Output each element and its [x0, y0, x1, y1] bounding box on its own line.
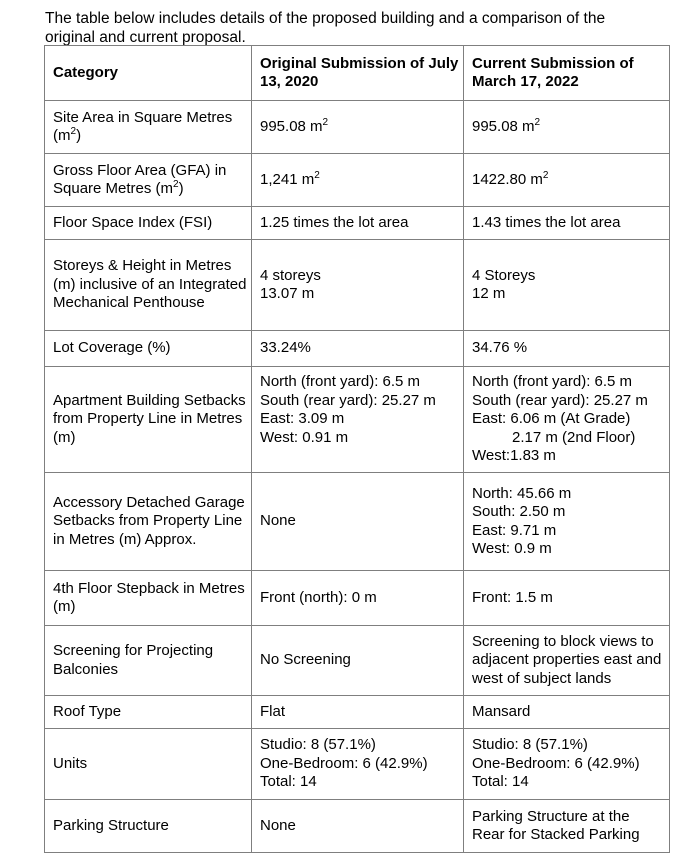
cell-category: Site Area in Square Metres $(m^2)$	[45, 101, 252, 154]
row-storeys-height	[45, 240, 670, 331]
intro-paragraph: The table below includes details of the proposed building and a comparison of the original and current proposal.	[45, 10, 606, 46]
comparison-table	[44, 45, 670, 853]
cell-current: Studio: 8 (57.1%) One-Bedroom: 6 (42.9%) Total: 14	[464, 729, 670, 800]
cell-original: None	[252, 800, 464, 853]
row-parking-structure	[45, 800, 670, 853]
row-gross-floor-area	[45, 154, 670, 207]
cell-current: 1422.80 $m^2$	[464, 154, 670, 207]
cell-category: Roof Type	[45, 696, 252, 729]
cell-category: Floor Space Index (FSI)	[45, 207, 252, 240]
cell-category: Storeys & Height in Metres (m) inclusive of an Integrated Mechanical Penthouse	[45, 240, 252, 331]
cell-current: 995.08 $m^2$	[464, 101, 670, 154]
cell-current: Screening to block views to adjacent properties east and west of subject lands	[464, 626, 670, 696]
cell-category: Units	[45, 729, 252, 800]
cell-current: North (front yard): 6.5 m South (rear yard): 25.27 m East: 6.06 m (At Grade) 2.17 m (2nd Floor) West:1.83 m	[464, 367, 670, 473]
cell-original: 1,241 $m^2$	[252, 154, 464, 207]
row-apartment-setbacks	[45, 367, 670, 473]
cell-original: 33.24%	[252, 331, 464, 367]
row-floor-space-index	[45, 207, 670, 240]
cell-current: North: 45.66 m South: 2.50 m East: 9.71 m West: 0.9 m	[464, 473, 670, 571]
row-fourth-floor-stepback	[45, 571, 670, 626]
cell-category: Gross Floor Area (GFA) in Square Metres $(m^2)$	[45, 154, 252, 207]
header-current-submission: Current Submission of March 17, 2022	[464, 46, 670, 101]
row-balcony-screening	[45, 626, 670, 696]
cell-original: Front (north): 0 m	[252, 571, 464, 626]
cell-original: 1.25 times the lot area	[252, 207, 464, 240]
cell-current: Front: 1.5 m	[464, 571, 670, 626]
cell-current: Mansard	[464, 696, 670, 729]
row-site-area	[45, 101, 670, 154]
cell-original: North (front yard): 6.5 m South (rear yard): 25.27 m East: 3.09 m West: 0.91 m	[252, 367, 464, 473]
cell-category: Lot Coverage (%)	[45, 331, 252, 367]
cell-category: Parking Structure	[45, 800, 252, 853]
cell-category: Screening for Projecting Balconies	[45, 626, 252, 696]
row-units	[45, 729, 670, 800]
cell-current: Parking Structure at the Rear for Stacked Parking	[464, 800, 670, 853]
header-category: Category	[45, 46, 252, 101]
cell-category: Apartment Building Setbacks from Property Line in Metres (m)	[45, 367, 252, 473]
table-header-row	[45, 46, 670, 101]
cell-original: 995.08 $m^2$	[252, 101, 464, 154]
cell-original: Flat	[252, 696, 464, 729]
cell-original: Studio: 8 (57.1%) One-Bedroom: 6 (42.9%) Total: 14	[252, 729, 464, 800]
cell-category: 4th Floor Stepback in Metres (m)	[45, 571, 252, 626]
cell-category: Accessory Detached Garage Setbacks from Property Line in Metres (m) Approx.	[45, 473, 252, 571]
cell-original: None	[252, 473, 464, 571]
cell-current: 34.76 %	[464, 331, 670, 367]
row-lot-coverage	[45, 331, 670, 367]
cell-current: 4 Storeys 12 m	[464, 240, 670, 331]
header-original-submission: Original Submission of July 13, 2020	[252, 46, 464, 101]
cell-current: 1.43 times the lot area	[464, 207, 670, 240]
cell-original: 4 storeys 13.07 m	[252, 240, 464, 331]
row-garage-setbacks	[45, 473, 670, 571]
cell-original: No Screening	[252, 626, 464, 696]
row-roof-type	[45, 696, 670, 729]
